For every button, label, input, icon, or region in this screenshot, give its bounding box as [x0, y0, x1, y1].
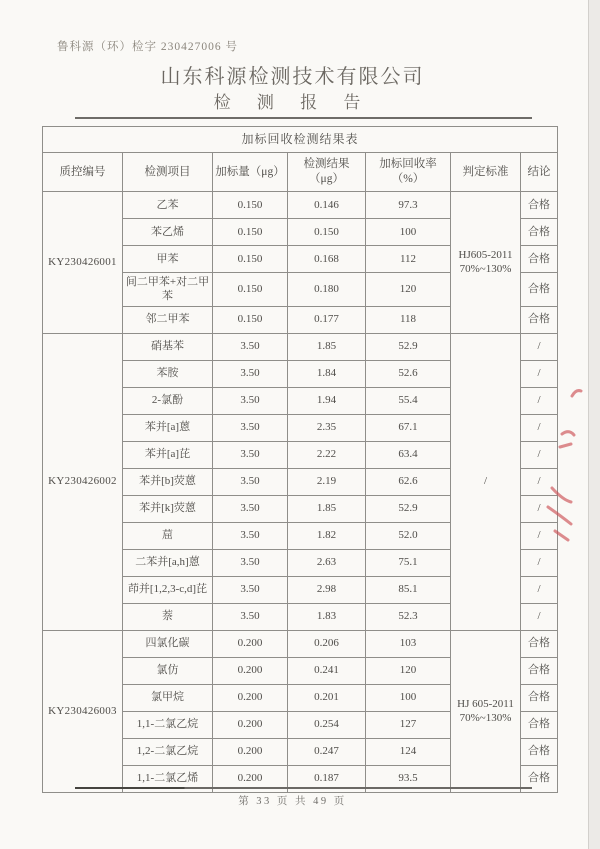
spiked-amount-cell: 3.50 [213, 495, 288, 522]
company-title: 山东科源检测技术有限公司 [160, 66, 425, 88]
result-cell: 2.98 [288, 576, 366, 603]
conclusion-cell: 合格 [521, 684, 558, 711]
recovery-rate-cell: 52.0 [366, 522, 451, 549]
item-cell: 二苯并[a,h]蒽 [123, 549, 213, 576]
header-rule [75, 117, 532, 119]
column-header-5: 判定标准 [451, 153, 521, 192]
spiked-amount-cell: 3.50 [213, 549, 288, 576]
result-cell: 0.206 [288, 630, 366, 657]
item-cell: 乙苯 [123, 192, 213, 219]
column-header-3: 检测结果（μg） [288, 153, 366, 192]
column-header-0: 质控编号 [43, 153, 123, 192]
recovery-rate-cell: 52.9 [366, 495, 451, 522]
conclusion-cell: 合格 [521, 711, 558, 738]
spiked-amount-cell: 3.50 [213, 414, 288, 441]
standard-cell [451, 333, 521, 630]
result-cell: 1.83 [288, 603, 366, 630]
table-row [43, 630, 558, 657]
recovery-rate-cell: 62.6 [366, 468, 451, 495]
scan-edge [588, 0, 600, 849]
result-cell: 2.63 [288, 549, 366, 576]
conclusion-cell: / [521, 576, 558, 603]
table-row [43, 333, 558, 360]
result-cell: 2.35 [288, 414, 366, 441]
item-cell: 硝基苯 [123, 333, 213, 360]
standard-line: 70%~130% [459, 263, 512, 276]
qc-id-cell: KY230426001 [43, 192, 123, 334]
spiked-amount-cell: 0.150 [213, 273, 288, 307]
item-cell: 苯并[a]蒽 [123, 414, 213, 441]
result-cell: 0.146 [288, 192, 366, 219]
spiked-amount-cell: 0.200 [213, 684, 288, 711]
conclusion-cell: 合格 [521, 738, 558, 765]
result-cell: 2.22 [288, 441, 366, 468]
result-cell: 0.180 [288, 273, 366, 307]
item-cell: 1,2-二氯乙烷 [123, 738, 213, 765]
spiked-amount-cell: 0.200 [213, 711, 288, 738]
conclusion-cell: 合格 [521, 192, 558, 219]
spiked-amount-cell: 0.200 [213, 765, 288, 792]
standard-line: / [483, 475, 488, 488]
spiked-amount-cell: 3.50 [213, 522, 288, 549]
spiked-amount-cell: 3.50 [213, 387, 288, 414]
result-cell: 0.168 [288, 246, 366, 273]
item-cell: 苯并[b]荧蒽 [123, 468, 213, 495]
spiked-amount-cell: 0.200 [213, 657, 288, 684]
item-cell: 2-氯酚 [123, 387, 213, 414]
item-cell: 萘 [123, 603, 213, 630]
recovery-results-table [42, 126, 558, 793]
standard-cell [451, 630, 521, 792]
spiked-amount-cell: 3.50 [213, 576, 288, 603]
conclusion-cell: / [521, 468, 558, 495]
recovery-rate-cell: 97.3 [366, 192, 451, 219]
conclusion-cell: 合格 [521, 219, 558, 246]
conclusion-cell: 合格 [521, 306, 558, 333]
spiked-amount-cell: 3.50 [213, 360, 288, 387]
result-cell: 0.254 [288, 711, 366, 738]
item-cell: 苯并[a]芘 [123, 441, 213, 468]
spiked-amount-cell: 0.150 [213, 192, 288, 219]
conclusion-cell: / [521, 522, 558, 549]
column-header-4: 加标回收率（%） [366, 153, 451, 192]
result-cell: 0.201 [288, 684, 366, 711]
qc-id-cell: KY230426003 [43, 630, 123, 792]
conclusion-cell: / [521, 387, 558, 414]
conclusion-cell: 合格 [521, 765, 558, 792]
item-cell: 茚并[1,2,3-c,d]芘 [123, 576, 213, 603]
recovery-rate-cell: 52.6 [366, 360, 451, 387]
table-row [43, 192, 558, 219]
column-header-6: 结论 [521, 153, 558, 192]
page-footer: 第 33 页 共 49 页 [238, 796, 347, 807]
result-cell: 0.241 [288, 657, 366, 684]
spiked-amount-cell: 3.50 [213, 441, 288, 468]
result-cell: 1.85 [288, 495, 366, 522]
item-cell: 苯乙烯 [123, 219, 213, 246]
conclusion-cell: / [521, 549, 558, 576]
item-cell: 苯并[k]荧蒽 [123, 495, 213, 522]
result-cell: 0.150 [288, 219, 366, 246]
item-cell: 䓛 [123, 522, 213, 549]
recovery-rate-cell: 93.5 [366, 765, 451, 792]
qc-id-cell: KY230426002 [43, 333, 123, 630]
spiked-amount-cell: 0.200 [213, 738, 288, 765]
item-cell: 四氯化碳 [123, 630, 213, 657]
result-cell: 0.247 [288, 738, 366, 765]
spiked-amount-cell: 0.150 [213, 219, 288, 246]
report-title: 检 测 报 告 [213, 93, 372, 112]
recovery-rate-cell: 103 [366, 630, 451, 657]
recovery-rate-cell: 120 [366, 657, 451, 684]
recovery-rate-cell: 120 [366, 273, 451, 307]
item-cell: 氯仿 [123, 657, 213, 684]
recovery-rate-cell: 63.4 [366, 441, 451, 468]
result-cell: 1.82 [288, 522, 366, 549]
conclusion-cell: 合格 [521, 273, 558, 307]
item-cell: 苯胺 [123, 360, 213, 387]
item-cell: 甲苯 [123, 246, 213, 273]
conclusion-cell: 合格 [521, 246, 558, 273]
item-cell: 间二甲苯+对二甲苯 [123, 273, 213, 307]
conclusion-cell: 合格 [521, 657, 558, 684]
result-cell: 1.84 [288, 360, 366, 387]
item-cell: 氯甲烷 [123, 684, 213, 711]
doc-number: 鲁科源（环）检字 230427006 号 [57, 41, 238, 53]
spiked-amount-cell: 0.200 [213, 630, 288, 657]
table-title: 加标回收检测结果表 [43, 127, 558, 153]
conclusion-cell: / [521, 333, 558, 360]
recovery-rate-cell: 55.4 [366, 387, 451, 414]
recovery-rate-cell: 52.9 [366, 333, 451, 360]
standard-line: 70%~130% [459, 712, 512, 725]
recovery-rate-cell: 124 [366, 738, 451, 765]
conclusion-cell: / [521, 495, 558, 522]
result-cell: 1.94 [288, 387, 366, 414]
standard-line: HJ605-2011 [458, 249, 513, 261]
recovery-rate-cell: 52.3 [366, 603, 451, 630]
recovery-rate-cell: 85.1 [366, 576, 451, 603]
recovery-rate-cell: 100 [366, 684, 451, 711]
result-cell: 1.85 [288, 333, 366, 360]
conclusion-cell: / [521, 360, 558, 387]
standard-cell [451, 192, 521, 334]
conclusion-cell: / [521, 441, 558, 468]
recovery-rate-cell: 112 [366, 246, 451, 273]
column-header-1: 检测项目 [123, 153, 213, 192]
result-cell: 0.187 [288, 765, 366, 792]
item-cell: 1,1-二氯乙烷 [123, 711, 213, 738]
standard-line: HJ 605-2011 [457, 697, 514, 710]
conclusion-cell: / [521, 414, 558, 441]
recovery-rate-cell: 100 [366, 219, 451, 246]
conclusion-cell: / [521, 603, 558, 630]
column-header-2: 加标量（μg） [213, 153, 288, 192]
conclusion-cell: 合格 [521, 630, 558, 657]
item-cell: 邻二甲苯 [123, 306, 213, 333]
spiked-amount-cell: 0.150 [213, 246, 288, 273]
recovery-rate-cell: 75.1 [366, 549, 451, 576]
spiked-amount-cell: 3.50 [213, 468, 288, 495]
item-cell: 1,1-二氯乙烯 [123, 765, 213, 792]
recovery-rate-cell: 67.1 [366, 414, 451, 441]
recovery-rate-cell: 118 [366, 306, 451, 333]
result-cell: 2.19 [288, 468, 366, 495]
result-cell: 0.177 [288, 306, 366, 333]
spiked-amount-cell: 3.50 [213, 603, 288, 630]
spiked-amount-cell: 0.150 [213, 306, 288, 333]
recovery-rate-cell: 127 [366, 711, 451, 738]
footer-rule [75, 787, 532, 789]
spiked-amount-cell: 3.50 [213, 333, 288, 360]
